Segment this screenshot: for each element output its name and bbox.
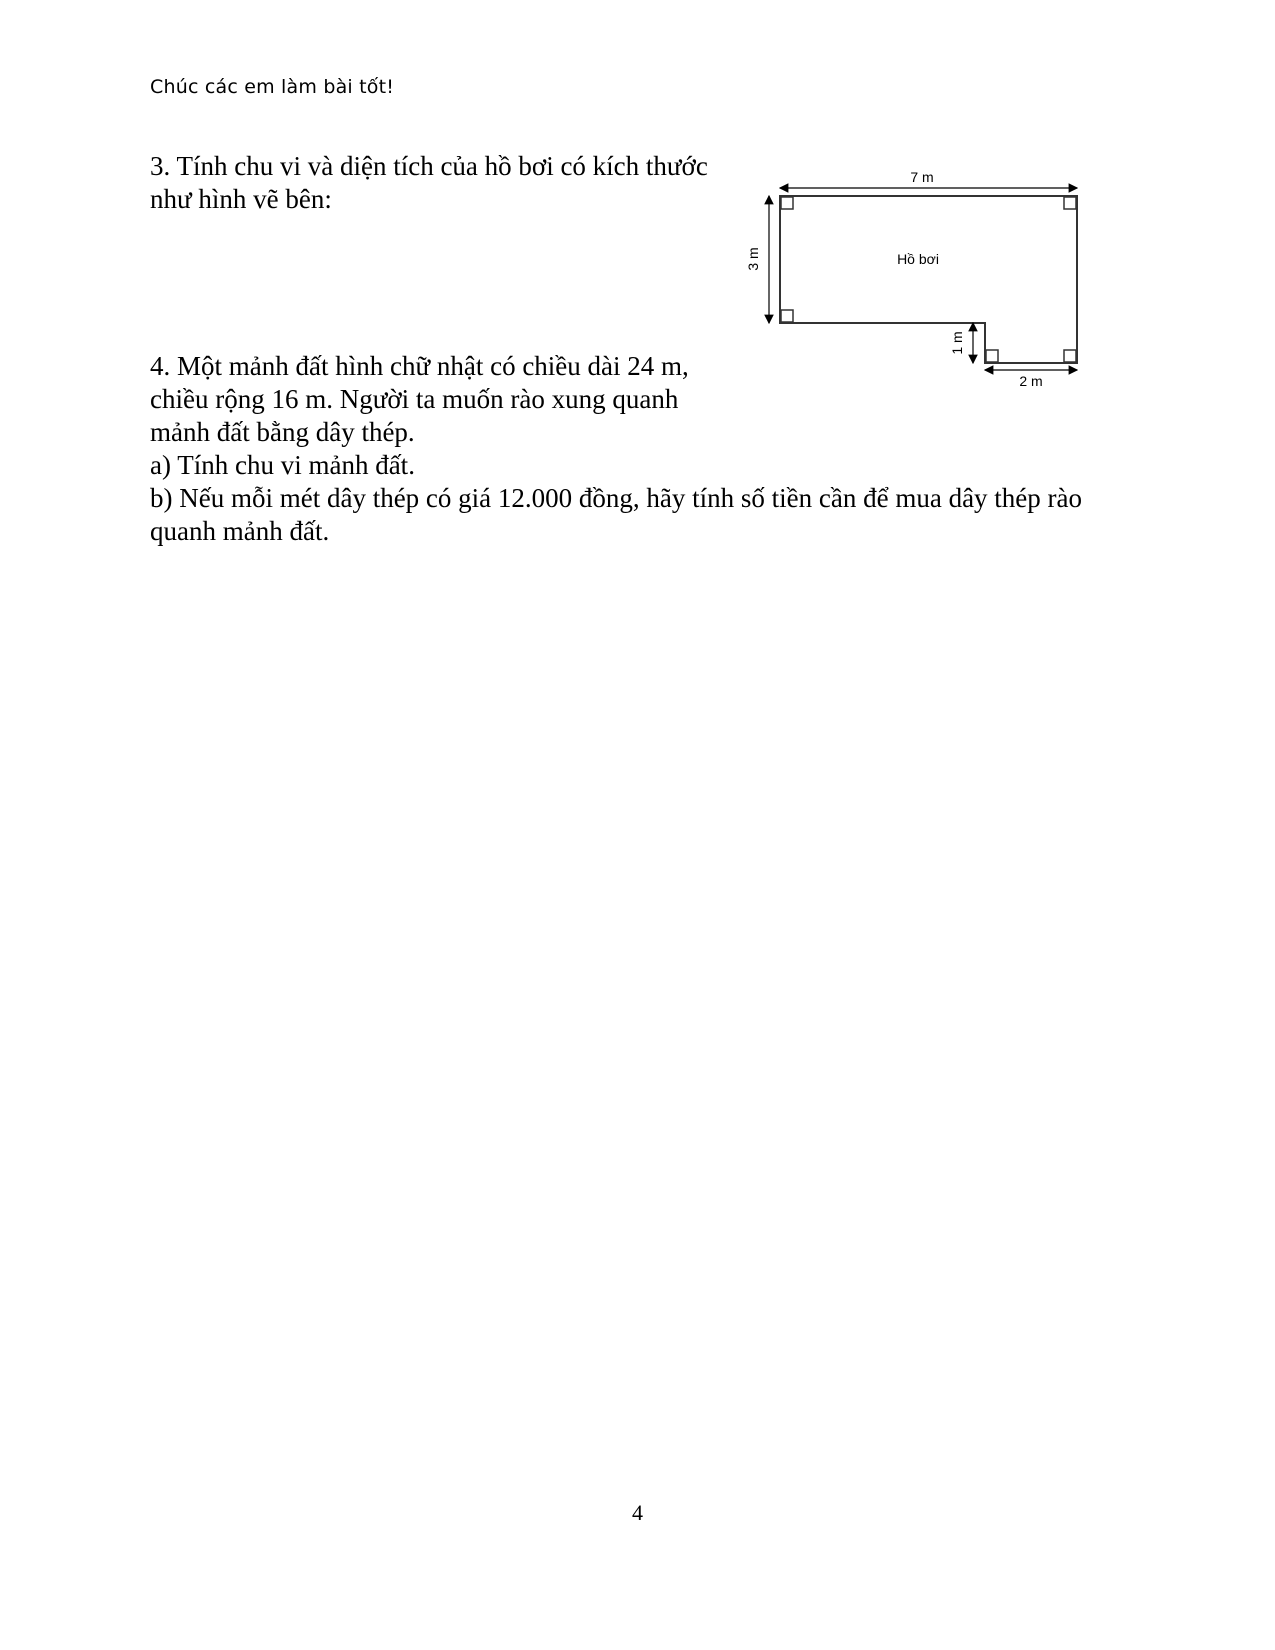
dimension-label-top: 7 m (910, 169, 934, 185)
page-header: Chúc các em làm bài tốt! (150, 76, 395, 98)
question-4 (150, 350, 1150, 548)
right-angle-marker (1064, 197, 1076, 209)
question-3-line-1: 3. Tính chu vi và diện tích của hồ bơi có kích thước (150, 151, 708, 181)
right-angle-marker (781, 197, 793, 209)
question-3 (150, 150, 760, 216)
question-4-part-b-line-2: quanh mảnh đất. (150, 516, 330, 546)
pool-label: Hồ bơi (897, 251, 939, 267)
question-4-part-b-line-1: b) Nếu mỗi mét dây thép có giá 12.000 đồng, hãy tính số tiền cần để mua dây thép rào (150, 483, 1083, 513)
dimension-label-left: 3 m (745, 247, 761, 271)
question-4-part-a: a) Tính chu vi mảnh đất. (150, 450, 415, 480)
page-number: 4 (632, 1500, 643, 1525)
pool-outline (780, 196, 1077, 363)
question-4-line-1: 4. Một mảnh đất hình chữ nhật có chiều dài 24 m, (150, 351, 689, 381)
question-4-line-2: chiều rộng 16 m. Người ta muốn rào xung quanh (150, 384, 679, 414)
dimension-label-step: 1 m (949, 331, 965, 355)
dimension-label-bottom: 2 m (1019, 373, 1043, 389)
right-angle-marker (781, 310, 793, 322)
question-4-line-3: mảnh đất bằng dây thép. (150, 417, 415, 447)
question-3-line-2: như hình vẽ bên: (150, 184, 332, 214)
